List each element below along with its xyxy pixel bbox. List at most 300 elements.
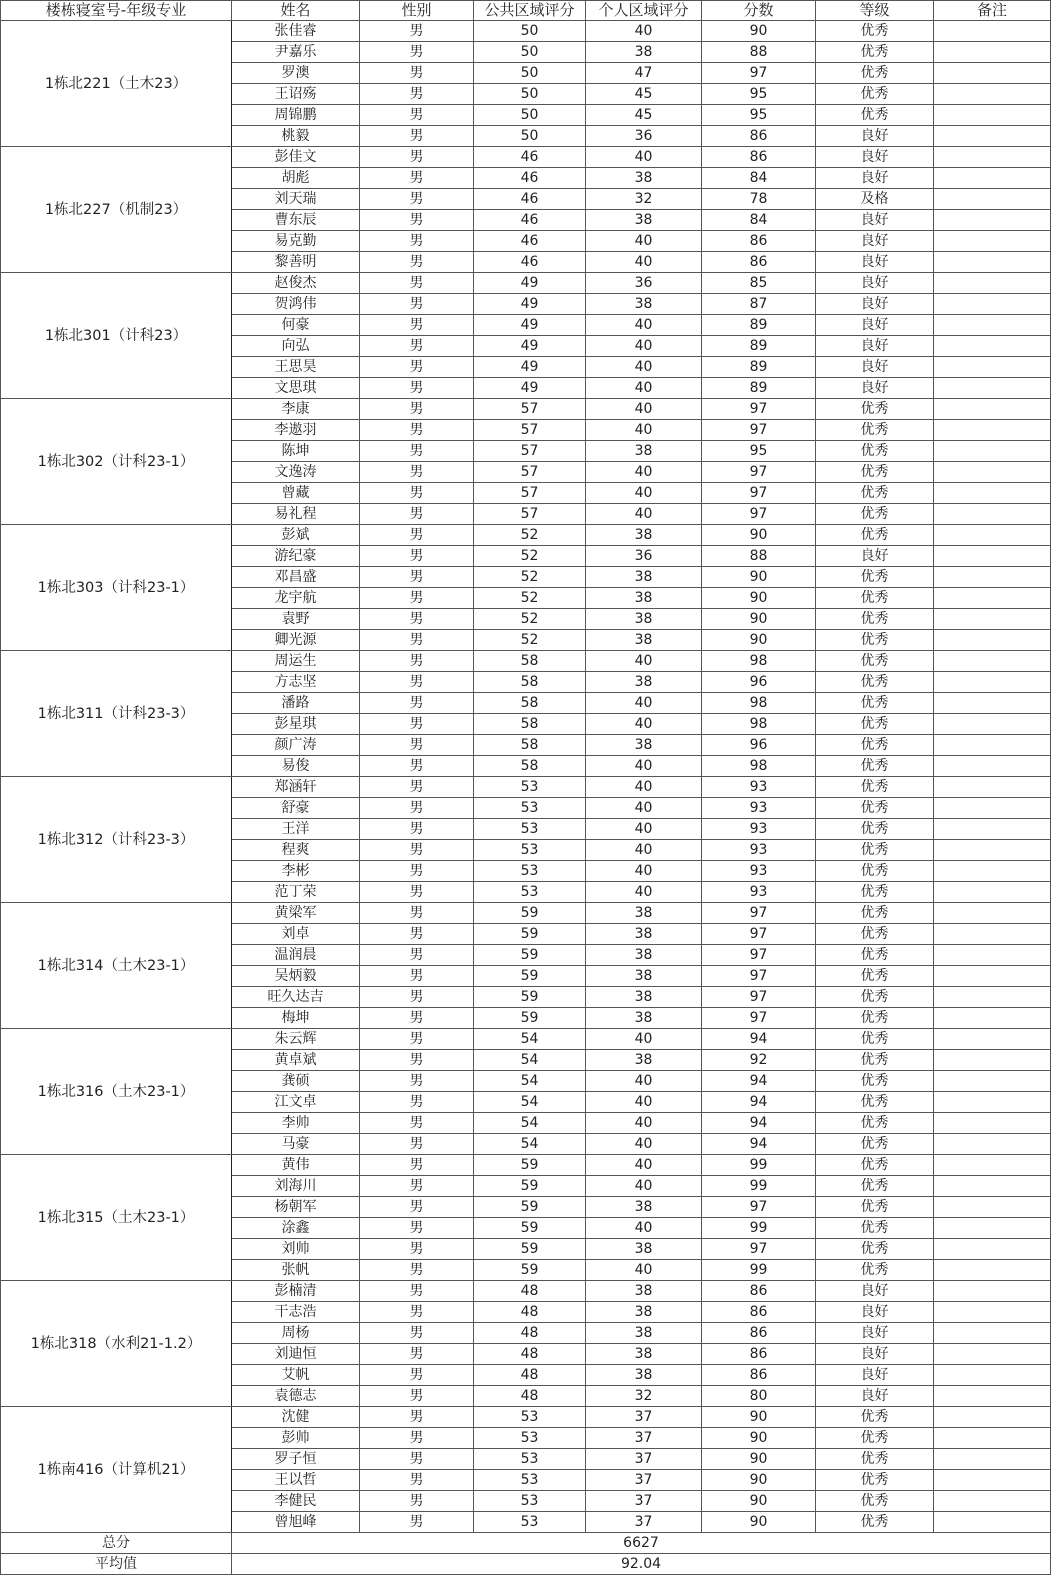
grade-cell: 优秀	[816, 567, 934, 588]
score-cell: 97	[702, 420, 816, 441]
personal-score-cell: 38	[586, 168, 702, 189]
public-score-cell: 52	[474, 609, 586, 630]
note-cell	[934, 315, 1051, 336]
grade-cell: 优秀	[816, 1008, 934, 1029]
gender-cell: 男	[360, 84, 474, 105]
grade-cell: 优秀	[816, 672, 934, 693]
personal-score-cell: 40	[586, 1176, 702, 1197]
score-cell: 89	[702, 315, 816, 336]
score-cell: 90	[702, 1407, 816, 1428]
gender-cell: 男	[360, 378, 474, 399]
grade-cell: 优秀	[816, 1134, 934, 1155]
gender-cell: 男	[360, 315, 474, 336]
student-name: 马豪	[232, 1134, 360, 1155]
header-score: 分数	[702, 1, 816, 21]
score-cell: 84	[702, 168, 816, 189]
student-name: 张佳睿	[232, 21, 360, 42]
public-score-cell: 59	[474, 903, 586, 924]
student-name: 贺鸿伟	[232, 294, 360, 315]
student-name: 何豪	[232, 315, 360, 336]
student-name: 李健民	[232, 1491, 360, 1512]
student-name: 郑涵轩	[232, 777, 360, 798]
student-name: 刘海川	[232, 1176, 360, 1197]
score-cell: 87	[702, 294, 816, 315]
public-score-cell: 59	[474, 924, 586, 945]
note-cell	[934, 42, 1051, 63]
personal-score-cell: 36	[586, 273, 702, 294]
public-score-cell: 50	[474, 105, 586, 126]
table-row	[1, 525, 1051, 546]
note-cell	[934, 231, 1051, 252]
grade-cell: 良好	[816, 231, 934, 252]
public-score-cell: 53	[474, 1470, 586, 1491]
grade-cell: 优秀	[816, 735, 934, 756]
personal-score-cell: 38	[586, 1344, 702, 1365]
student-name: 旺久达吉	[232, 987, 360, 1008]
grade-cell: 优秀	[816, 525, 934, 546]
gender-cell: 男	[360, 1470, 474, 1491]
note-cell	[934, 651, 1051, 672]
public-score-cell: 57	[474, 483, 586, 504]
grade-cell: 优秀	[816, 756, 934, 777]
note-cell	[934, 1491, 1051, 1512]
header-row	[1, 1, 1051, 21]
score-cell: 90	[702, 609, 816, 630]
note-cell	[934, 546, 1051, 567]
personal-score-cell: 38	[586, 567, 702, 588]
gender-cell: 男	[360, 1218, 474, 1239]
gender-cell: 男	[360, 693, 474, 714]
student-name: 张帆	[232, 1260, 360, 1281]
gender-cell: 男	[360, 1176, 474, 1197]
personal-score-cell: 45	[586, 105, 702, 126]
gender-cell: 男	[360, 420, 474, 441]
student-name: 彭斌	[232, 525, 360, 546]
personal-score-cell: 40	[586, 1260, 702, 1281]
student-name: 黄卓斌	[232, 1050, 360, 1071]
score-cell: 89	[702, 336, 816, 357]
student-name: 王以哲	[232, 1470, 360, 1491]
personal-score-cell: 38	[586, 924, 702, 945]
note-cell	[934, 840, 1051, 861]
personal-score-cell: 36	[586, 126, 702, 147]
room-cell: 1栋北302（计科23-1）	[1, 399, 232, 525]
public-score-cell: 49	[474, 378, 586, 399]
personal-score-cell: 40	[586, 693, 702, 714]
grade-cell: 优秀	[816, 840, 934, 861]
public-score-cell: 54	[474, 1092, 586, 1113]
grade-cell: 优秀	[816, 714, 934, 735]
grade-cell: 优秀	[816, 1512, 934, 1533]
public-score-cell: 52	[474, 546, 586, 567]
gender-cell: 男	[360, 819, 474, 840]
personal-score-cell: 40	[586, 462, 702, 483]
grade-cell: 优秀	[816, 987, 934, 1008]
personal-score-cell: 38	[586, 210, 702, 231]
personal-score-cell: 47	[586, 63, 702, 84]
student-name: 周锦鹏	[232, 105, 360, 126]
grade-cell: 优秀	[816, 1113, 934, 1134]
grade-cell: 良好	[816, 1302, 934, 1323]
grade-cell: 优秀	[816, 105, 934, 126]
student-name: 赵俊杰	[232, 273, 360, 294]
note-cell	[934, 336, 1051, 357]
note-cell	[934, 1008, 1051, 1029]
note-cell	[934, 903, 1051, 924]
note-cell	[934, 945, 1051, 966]
student-name: 尹嘉乐	[232, 42, 360, 63]
score-cell: 90	[702, 1449, 816, 1470]
score-cell: 88	[702, 546, 816, 567]
gender-cell: 男	[360, 609, 474, 630]
personal-score-cell: 40	[586, 483, 702, 504]
personal-score-cell: 40	[586, 840, 702, 861]
grade-cell: 优秀	[816, 1071, 934, 1092]
note-cell	[934, 147, 1051, 168]
student-name: 江文卓	[232, 1092, 360, 1113]
gender-cell: 男	[360, 966, 474, 987]
personal-score-cell: 38	[586, 735, 702, 756]
grade-cell: 优秀	[816, 819, 934, 840]
score-cell: 86	[702, 1365, 816, 1386]
public-score-cell: 58	[474, 714, 586, 735]
gender-cell: 男	[360, 252, 474, 273]
public-score-cell: 57	[474, 420, 586, 441]
note-cell	[934, 1176, 1051, 1197]
score-cell: 97	[702, 924, 816, 945]
note-cell	[934, 756, 1051, 777]
score-cell: 99	[702, 1176, 816, 1197]
note-cell	[934, 1407, 1051, 1428]
personal-score-cell: 38	[586, 945, 702, 966]
public-score-cell: 48	[474, 1386, 586, 1407]
grade-cell: 优秀	[816, 21, 934, 42]
personal-score-cell: 40	[586, 1029, 702, 1050]
score-cell: 86	[702, 147, 816, 168]
public-score-cell: 50	[474, 21, 586, 42]
student-name: 曹东辰	[232, 210, 360, 231]
personal-score-cell: 37	[586, 1407, 702, 1428]
note-cell	[934, 252, 1051, 273]
public-score-cell: 53	[474, 1449, 586, 1470]
student-name: 邓昌盛	[232, 567, 360, 588]
student-name: 罗子恒	[232, 1449, 360, 1470]
gender-cell: 男	[360, 189, 474, 210]
grade-cell: 良好	[816, 357, 934, 378]
public-score-cell: 59	[474, 987, 586, 1008]
note-cell	[934, 1218, 1051, 1239]
personal-score-cell: 40	[586, 504, 702, 525]
note-cell	[934, 84, 1051, 105]
grade-cell: 良好	[816, 126, 934, 147]
average-value: 92.04	[232, 1554, 1051, 1575]
student-name: 沈健	[232, 1407, 360, 1428]
score-cell: 90	[702, 1512, 816, 1533]
personal-score-cell: 40	[586, 798, 702, 819]
gender-cell: 男	[360, 588, 474, 609]
public-score-cell: 46	[474, 168, 586, 189]
grade-cell: 优秀	[816, 1407, 934, 1428]
table-row	[1, 1407, 1051, 1428]
note-cell	[934, 1197, 1051, 1218]
student-name: 黄伟	[232, 1155, 360, 1176]
gender-cell: 男	[360, 1449, 474, 1470]
personal-score-cell: 40	[586, 147, 702, 168]
personal-score-cell: 40	[586, 399, 702, 420]
grade-cell: 优秀	[816, 1491, 934, 1512]
score-cell: 94	[702, 1029, 816, 1050]
score-cell: 90	[702, 525, 816, 546]
public-score-cell: 53	[474, 798, 586, 819]
public-score-cell: 53	[474, 840, 586, 861]
gender-cell: 男	[360, 399, 474, 420]
gender-cell: 男	[360, 777, 474, 798]
student-name: 袁德志	[232, 1386, 360, 1407]
public-score-cell: 54	[474, 1134, 586, 1155]
total-row	[1, 1533, 1051, 1554]
score-cell: 96	[702, 735, 816, 756]
student-name: 王洋	[232, 819, 360, 840]
public-score-cell: 49	[474, 273, 586, 294]
note-cell	[934, 189, 1051, 210]
table-row	[1, 147, 1051, 168]
gender-cell: 男	[360, 1050, 474, 1071]
score-cell: 94	[702, 1071, 816, 1092]
note-cell	[934, 399, 1051, 420]
score-cell: 97	[702, 903, 816, 924]
gender-cell: 男	[360, 105, 474, 126]
gender-cell: 男	[360, 1092, 474, 1113]
grade-cell: 良好	[816, 273, 934, 294]
gender-cell: 男	[360, 1260, 474, 1281]
public-score-cell: 59	[474, 1260, 586, 1281]
personal-score-cell: 38	[586, 1302, 702, 1323]
public-score-cell: 46	[474, 252, 586, 273]
personal-score-cell: 38	[586, 987, 702, 1008]
gender-cell: 男	[360, 1113, 474, 1134]
header-grade: 等级	[816, 1, 934, 21]
grade-cell: 优秀	[816, 651, 934, 672]
grade-cell: 优秀	[816, 777, 934, 798]
gender-cell: 男	[360, 840, 474, 861]
public-score-cell: 54	[474, 1029, 586, 1050]
note-cell	[934, 1260, 1051, 1281]
personal-score-cell: 38	[586, 1281, 702, 1302]
grade-cell: 优秀	[816, 1155, 934, 1176]
note-cell	[934, 420, 1051, 441]
public-score-cell: 59	[474, 1176, 586, 1197]
gender-cell: 男	[360, 147, 474, 168]
student-name: 陈坤	[232, 441, 360, 462]
gender-cell: 男	[360, 735, 474, 756]
note-cell	[934, 462, 1051, 483]
personal-score-cell: 40	[586, 336, 702, 357]
score-cell: 98	[702, 714, 816, 735]
gender-cell: 男	[360, 924, 474, 945]
public-score-cell: 54	[474, 1113, 586, 1134]
personal-score-cell: 38	[586, 1197, 702, 1218]
gender-cell: 男	[360, 357, 474, 378]
grade-cell: 良好	[816, 315, 934, 336]
score-cell: 99	[702, 1155, 816, 1176]
student-name: 胡彪	[232, 168, 360, 189]
student-name: 周杨	[232, 1323, 360, 1344]
note-cell	[934, 273, 1051, 294]
note-cell	[934, 1239, 1051, 1260]
gender-cell: 男	[360, 651, 474, 672]
personal-score-cell: 40	[586, 420, 702, 441]
personal-score-cell: 37	[586, 1428, 702, 1449]
grade-cell: 优秀	[816, 588, 934, 609]
gender-cell: 男	[360, 945, 474, 966]
note-cell	[934, 1134, 1051, 1155]
room-cell: 1栋北314（土木23-1）	[1, 903, 232, 1029]
public-score-cell: 53	[474, 861, 586, 882]
gender-cell: 男	[360, 546, 474, 567]
note-cell	[934, 504, 1051, 525]
score-cell: 80	[702, 1386, 816, 1407]
score-cell: 86	[702, 1344, 816, 1365]
personal-score-cell: 38	[586, 966, 702, 987]
note-cell	[934, 1050, 1051, 1071]
note-cell	[934, 1113, 1051, 1134]
public-score-cell: 49	[474, 315, 586, 336]
note-cell	[934, 714, 1051, 735]
grade-cell: 优秀	[816, 966, 934, 987]
personal-score-cell: 40	[586, 1113, 702, 1134]
grade-cell: 优秀	[816, 483, 934, 504]
note-cell	[934, 525, 1051, 546]
gender-cell: 男	[360, 273, 474, 294]
note-cell	[934, 105, 1051, 126]
student-name: 吴炳毅	[232, 966, 360, 987]
personal-score-cell: 37	[586, 1470, 702, 1491]
student-name: 李遨羽	[232, 420, 360, 441]
personal-score-cell: 45	[586, 84, 702, 105]
personal-score-cell: 38	[586, 42, 702, 63]
personal-score-cell: 40	[586, 1218, 702, 1239]
student-name: 罗澳	[232, 63, 360, 84]
gender-cell: 男	[360, 1239, 474, 1260]
score-cell: 95	[702, 441, 816, 462]
personal-score-cell: 40	[586, 252, 702, 273]
grade-cell: 优秀	[816, 798, 934, 819]
grade-cell: 良好	[816, 1386, 934, 1407]
gender-cell: 男	[360, 798, 474, 819]
note-cell	[934, 609, 1051, 630]
student-name: 黄梁军	[232, 903, 360, 924]
grade-cell: 优秀	[816, 903, 934, 924]
note-cell	[934, 1344, 1051, 1365]
student-name: 卿光源	[232, 630, 360, 651]
grade-cell: 优秀	[816, 1050, 934, 1071]
note-cell	[934, 378, 1051, 399]
score-cell: 88	[702, 42, 816, 63]
grade-cell: 优秀	[816, 1470, 934, 1491]
note-cell	[934, 1428, 1051, 1449]
gender-cell: 男	[360, 1512, 474, 1533]
score-cell: 95	[702, 105, 816, 126]
personal-score-cell: 40	[586, 21, 702, 42]
gender-cell: 男	[360, 1155, 474, 1176]
score-cell: 97	[702, 504, 816, 525]
gender-cell: 男	[360, 1029, 474, 1050]
score-cell: 90	[702, 21, 816, 42]
gender-cell: 男	[360, 714, 474, 735]
room-cell: 1栋北303（计科23-1）	[1, 525, 232, 651]
grade-cell: 良好	[816, 1365, 934, 1386]
public-score-cell: 52	[474, 588, 586, 609]
personal-score-cell: 32	[586, 189, 702, 210]
score-cell: 90	[702, 1491, 816, 1512]
student-name: 刘卓	[232, 924, 360, 945]
score-cell: 93	[702, 798, 816, 819]
table-row	[1, 1029, 1051, 1050]
score-cell: 97	[702, 1239, 816, 1260]
gender-cell: 男	[360, 630, 474, 651]
grade-cell: 优秀	[816, 630, 934, 651]
score-cell: 86	[702, 231, 816, 252]
personal-score-cell: 38	[586, 1239, 702, 1260]
note-cell	[934, 1071, 1051, 1092]
table-body	[1, 21, 1051, 1533]
note-cell	[934, 1449, 1051, 1470]
score-cell: 89	[702, 357, 816, 378]
table-row	[1, 273, 1051, 294]
grade-cell: 优秀	[816, 945, 934, 966]
student-name: 曾旭峰	[232, 1512, 360, 1533]
score-cell: 97	[702, 483, 816, 504]
student-name: 文思琪	[232, 378, 360, 399]
header-public-score: 公共区域评分	[474, 1, 586, 21]
student-name: 刘天瑞	[232, 189, 360, 210]
gender-cell: 男	[360, 1491, 474, 1512]
score-cell: 99	[702, 1260, 816, 1281]
grade-cell: 良好	[816, 546, 934, 567]
grade-cell: 优秀	[816, 399, 934, 420]
public-score-cell: 46	[474, 147, 586, 168]
public-score-cell: 59	[474, 1155, 586, 1176]
score-cell: 96	[702, 672, 816, 693]
room-cell: 1栋北301（计科23）	[1, 273, 232, 399]
note-cell	[934, 126, 1051, 147]
student-name: 王思昊	[232, 357, 360, 378]
score-cell: 84	[702, 210, 816, 231]
student-name: 刘迪恒	[232, 1344, 360, 1365]
header-gender: 性别	[360, 1, 474, 21]
total-label: 总分	[1, 1533, 232, 1554]
public-score-cell: 48	[474, 1323, 586, 1344]
gender-cell: 男	[360, 483, 474, 504]
score-cell: 94	[702, 1113, 816, 1134]
personal-score-cell: 32	[586, 1386, 702, 1407]
public-score-cell: 50	[474, 126, 586, 147]
average-label: 平均值	[1, 1554, 232, 1575]
score-cell: 97	[702, 399, 816, 420]
student-name: 彭楠清	[232, 1281, 360, 1302]
public-score-cell: 59	[474, 1218, 586, 1239]
public-score-cell: 48	[474, 1281, 586, 1302]
public-score-cell: 57	[474, 441, 586, 462]
gender-cell: 男	[360, 336, 474, 357]
note-cell	[934, 210, 1051, 231]
score-cell: 78	[702, 189, 816, 210]
personal-score-cell: 38	[586, 294, 702, 315]
public-score-cell: 58	[474, 651, 586, 672]
score-cell: 92	[702, 1050, 816, 1071]
gender-cell: 男	[360, 1281, 474, 1302]
note-cell	[934, 672, 1051, 693]
